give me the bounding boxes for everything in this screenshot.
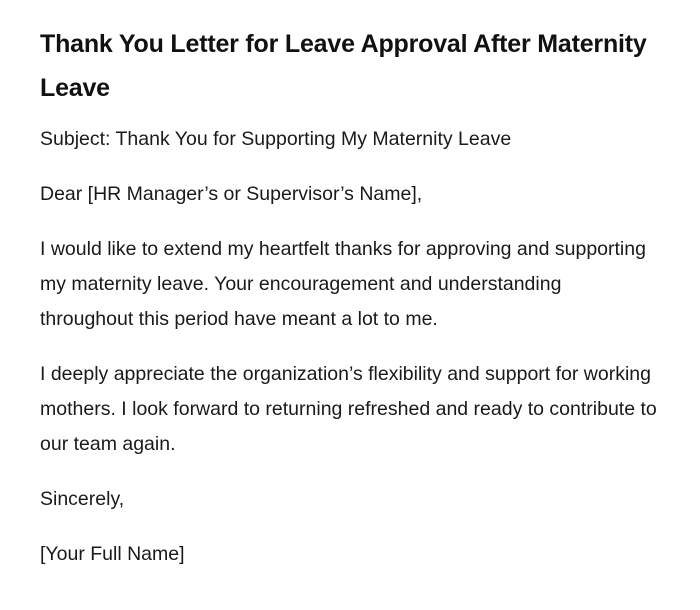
closing: Sincerely, [40,488,125,510]
body-paragraph-2: I deeply appreciate the organization’s flexibility and support for working mothers. I look forward to returning refreshed and ready to contribute to our team again. [40,363,657,455]
signature-placeholder: [Your Full Name] [40,543,185,565]
document-title: Thank You Letter for Leave Approval After Maternity Leave [40,30,647,102]
subject-line: Subject: Thank You for Supporting My Maternity Leave [40,128,512,150]
body-paragraph-1: I would like to extend my heartfelt thanks for approving and supporting my maternity leave. Your encouragement and understanding throughout this period have meant a lot to me. [40,238,646,330]
salutation: Dear [HR Manager’s or Supervisor’s Name], [40,183,423,205]
